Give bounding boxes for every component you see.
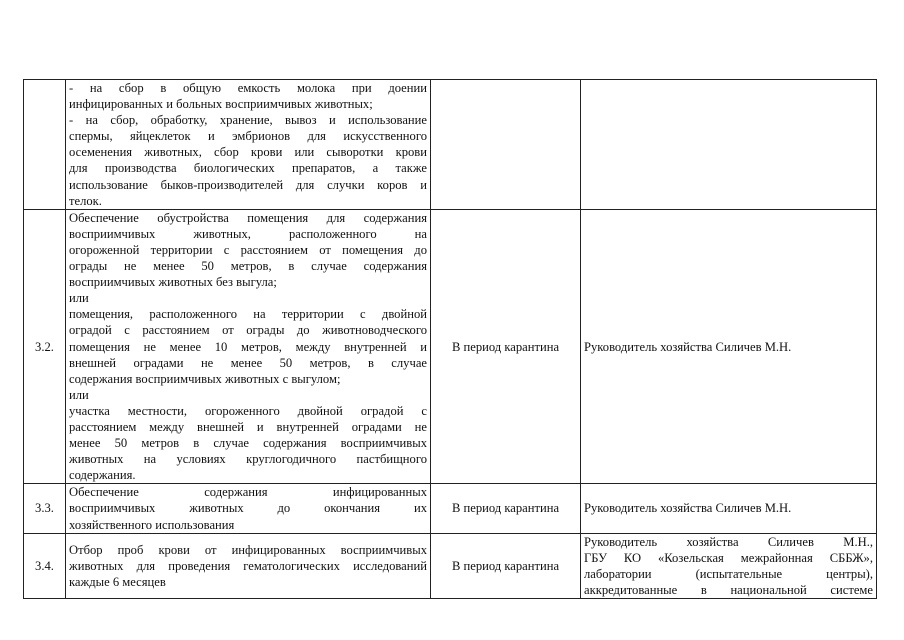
text-line: Отбор проб крови от инфицированных восприимчивых xyxy=(69,542,427,557)
text-line: расстоянием между внешней и внутренней оградами не xyxy=(69,419,427,434)
responsible-cell: Руководитель хозяйства Силичев М.Н. xyxy=(581,209,877,484)
text-line: животных на условиях круглогодичного пастбищного xyxy=(69,452,427,467)
text-line: хозяйственного использования xyxy=(69,517,235,532)
text-line: содержания восприимчивых животных с выгулом; xyxy=(69,371,341,386)
text-line: восприимчивых животных без выгула; xyxy=(69,275,277,290)
text-line: - на сбор, обработку, хранение, вывоз и использование xyxy=(69,113,427,128)
text-line: помещения, расположенного на территории с двойной xyxy=(69,307,427,322)
text-line: помещения не менее 10 метров, между внутренней и xyxy=(69,339,427,354)
text-line: Обеспечение обустройства помещения для содержания xyxy=(69,210,427,225)
text-line: осеменения животных, сбор крови или сыворотки крови xyxy=(69,145,427,160)
responsible-cell xyxy=(581,533,877,598)
text-line: аккредитованные в национальной системе xyxy=(584,582,873,597)
term-cell xyxy=(431,80,581,210)
text-line: или xyxy=(69,291,89,306)
text-line: менее 50 метров в случае содержания восприимчивых xyxy=(69,436,427,451)
text-line: восприимчивых животных, расположенного на xyxy=(69,226,427,241)
measure-description xyxy=(66,209,431,484)
row-number: 3.2. xyxy=(24,209,66,484)
text-line: Обеспечение содержания инфицированных xyxy=(69,485,427,500)
text-line: внешней оградами не менее 50 метров, в случае xyxy=(69,355,427,370)
measure-description xyxy=(66,80,431,210)
text-line: восприимчивых животных до окончания их xyxy=(69,501,427,516)
measures-table xyxy=(23,79,877,599)
text-line: телок. xyxy=(69,193,102,208)
table-row xyxy=(24,533,877,598)
measure-description xyxy=(66,533,431,598)
text-line: или xyxy=(69,387,89,402)
measure-description xyxy=(66,484,431,533)
responsible-cell: Руководитель хозяйства Силичев М.Н. xyxy=(581,484,877,533)
text-line: огороженной территории с расстоянием от помещения до xyxy=(69,242,427,257)
table-row xyxy=(24,209,877,484)
text-line: содержания. xyxy=(69,468,136,483)
text-line: Руководитель хозяйства Силичев М.Н., xyxy=(584,534,873,549)
term-cell: В период карантина xyxy=(431,209,581,484)
text-line: инфицированных и больных восприимчивых животных; xyxy=(69,97,373,112)
table-row xyxy=(24,80,877,210)
row-number: 3.3. xyxy=(24,484,66,533)
responsible-cell xyxy=(581,80,877,210)
row-number xyxy=(24,80,66,210)
text-line: каждые 6 месяцев xyxy=(69,574,166,589)
term-cell: В период карантина xyxy=(431,484,581,533)
term-cell: В период карантина xyxy=(431,533,581,598)
text-line: оградой с расстоянием от ограды до животноводческого xyxy=(69,323,427,338)
row-number: 3.4. xyxy=(24,533,66,598)
text-line: спермы, яйцеклеток и эмбрионов для искусственного xyxy=(69,129,427,144)
text-line: использование быков-производителей для случки коров и xyxy=(69,177,427,192)
text-line: животных для проведения гематологических исследований xyxy=(69,558,427,573)
text-line: лаборатории (испытательные центры), xyxy=(584,566,873,581)
text-line: для производства биологических препаратов, а также xyxy=(69,161,427,176)
text-line: ограды не менее 50 метров, в случае содержания xyxy=(69,259,427,274)
text-line: участка местности, огороженного двойной оградой с xyxy=(69,403,427,418)
text-line: ГБУ КО «Козельская межрайонная СББЖ», xyxy=(584,550,873,565)
text-line: - на сбор в общую емкость молока при доении xyxy=(69,81,427,95)
table-row xyxy=(24,484,877,533)
